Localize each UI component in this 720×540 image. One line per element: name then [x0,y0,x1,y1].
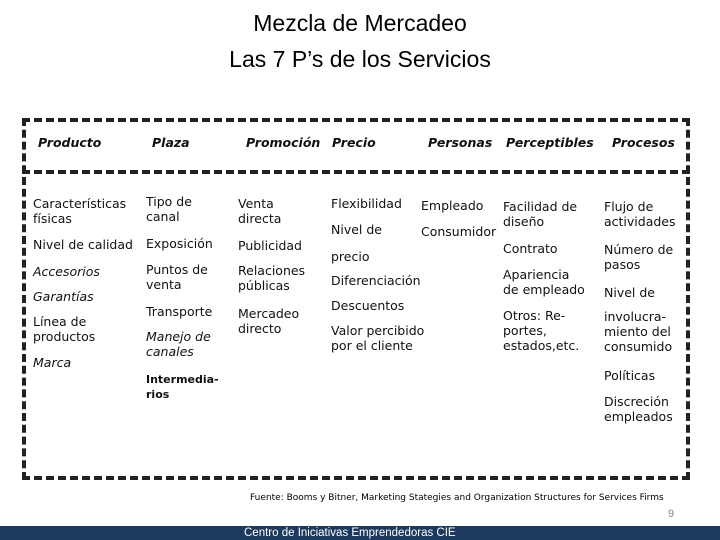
plaza-puntos-venta: Puntos de venta [146,262,208,292]
plaza-manejo-canales: Manejo de canales [146,329,211,359]
procesos-involucramiento: involucra- miento del consumido [604,309,673,354]
procesos-politicas: Políticas [604,368,656,383]
plaza-exposicion: Exposición [146,236,213,251]
procesos-nivel-de: Nivel de [604,285,655,300]
precio-nivel-de: Nivel de [331,222,382,237]
slide-title-line2: Las 7 P’s de los Servicios [229,46,491,72]
header-separator [22,170,690,174]
slide-title-line1: Mezcla de Mercadeo [253,10,467,36]
precio-descuentos: Descuentos [331,298,405,313]
procesos-numero-pasos: Número de pasos [604,242,674,272]
perceptibles-otros: Otros: Re- portes, estados,etc. [503,308,580,353]
organization-name: Centro de Iniciativas Emprendedoras CIE [244,527,456,539]
perceptibles-facilidad-diseno: Facilidad de diseño [503,199,578,229]
header-procesos: Procesos [612,135,675,150]
producto-caracteristicas: Características físicas [33,196,127,226]
header-personas: Personas [428,135,493,150]
plaza-transporte: Transporte [146,304,213,319]
producto-accesorios: Accesorios [33,264,100,279]
header-plaza: Plaza [152,135,190,150]
producto-garantias: Garantías [33,289,94,304]
plaza-intermediarios: Intermedia- rios [146,373,219,401]
page-number: 9 [668,508,675,520]
header-promocion: Promoción [246,135,321,150]
precio-flexibilidad: Flexibilidad [331,196,402,211]
plaza-tipo-canal: Tipo de canal [146,194,192,224]
producto-marca: Marca [33,355,72,370]
promocion-mercadeo-directo: Mercadeo directo [238,306,300,336]
precio-valor-percibido: Valor percibido por el cliente [331,323,425,353]
promocion-publicidad: Publicidad [238,238,302,253]
header-precio: Precio [332,135,376,150]
precio-diferenciacion: Diferenciación [331,273,421,288]
personas-consumidor: Consumidor [421,224,497,239]
source-footnote: Fuente: Booms y Bitner, Marketing Stategies and Organization Structures for Services Firms [250,493,664,503]
producto-linea: Línea de productos [33,314,96,344]
procesos-discrecion: Discreción empleados [604,394,673,424]
precio-precio: precio [331,249,370,264]
header-producto: Producto [38,135,102,150]
personas-empleado: Empleado [421,198,484,213]
header-perceptibles: Perceptibles [506,135,594,150]
procesos-flujo-actividades: Flujo de actividades [604,199,676,229]
perceptibles-contrato: Contrato [503,241,558,256]
promocion-relaciones: Relaciones públicas [238,263,306,293]
producto-nivel-calidad: Nivel de calidad [33,237,133,252]
perceptibles-apariencia: Apariencia de empleado [503,267,585,297]
promocion-venta-directa: Venta directa [238,196,282,226]
